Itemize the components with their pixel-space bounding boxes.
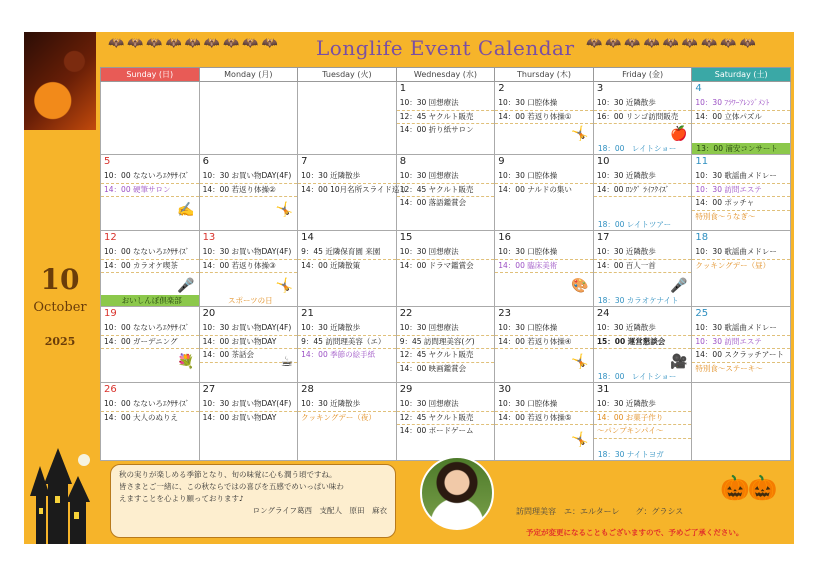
event-item: 14：00 百人一首 — [594, 260, 692, 274]
event-item: 10：00 なないろｴｸｻｻｲｽﾞ — [101, 322, 199, 336]
day-number: 19 — [104, 308, 117, 319]
event-item: 10：30 近隣散歩 — [594, 398, 692, 412]
event-item: 16：00 リンゴ訪問販売 — [594, 111, 692, 125]
footer — [100, 464, 767, 544]
month-number: 10 — [40, 263, 80, 296]
day-cell — [593, 231, 692, 307]
day-number: 26 — [104, 384, 117, 395]
day-cell — [199, 307, 298, 383]
event-item: 10：30 回想療法 — [397, 398, 495, 412]
activity-illustration-icon: 🎨 — [571, 278, 589, 294]
event-item: クッキングデー（昼） — [695, 260, 771, 270]
day-number: 31 — [596, 384, 610, 395]
event-item: 10：30 口腔体操 — [495, 246, 593, 260]
event-item: 10：30 歌謡曲メドレー — [692, 246, 790, 260]
day-cell — [495, 155, 594, 231]
haunted-castle-icon — [26, 436, 96, 544]
event-item: 12：45 ヤクルト販売 — [397, 349, 495, 363]
event-item: 14：00 映画鑑賞会 — [399, 363, 467, 373]
message-line: 皆さまとご一緒に、この秋ならではの喜びを五感でめいっぱい味わ — [119, 482, 344, 491]
event-item: 9：45 訪問理美容（エ） — [298, 336, 396, 350]
event-item: 10：00 なないろｴｸｻｻｲｽﾞ — [101, 170, 199, 184]
day-number: 6 — [202, 156, 209, 167]
day-cell — [692, 82, 791, 155]
event-item: 10：30 口腔体操 — [495, 97, 593, 111]
day-number: 11 — [695, 156, 709, 167]
day-number: 10 — [596, 156, 610, 167]
day-cell — [396, 155, 495, 231]
event-item: 10：00 なないろｴｸｻｻｲｽﾞ — [101, 246, 199, 260]
event-item: 10：30 回想療法 — [397, 322, 495, 336]
calendar-grid — [100, 67, 791, 461]
event-item: 14：00 ポッチャ — [692, 197, 790, 211]
day-cell — [593, 307, 692, 383]
activity-illustration-icon: ☕ — [280, 354, 294, 370]
day-cell — [101, 155, 200, 231]
event-item: 10：30 近隣散歩 — [594, 322, 692, 336]
event-item: 14：00 立体パズル — [692, 111, 790, 125]
day-number: 14 — [301, 232, 314, 243]
event-item: 10：30 近隣散歩 — [594, 246, 692, 260]
day-number: 28 — [301, 384, 314, 395]
evening-event: 18：30 カラオケナイト — [597, 296, 679, 305]
day-number: 2 — [498, 83, 505, 94]
day-number: 18 — [695, 232, 709, 243]
evening-event: 18：00 レイトショー — [597, 372, 677, 381]
month-block — [24, 264, 96, 348]
jack-o-lantern-icon: 🎃🎃 — [720, 474, 776, 502]
event-item: 9：45 近隣保育園 来園 — [298, 246, 396, 260]
activity-illustration-icon: ✍️ — [177, 202, 195, 218]
year: 2025 — [44, 335, 76, 348]
weekday-sunday: Sunday (日) — [101, 68, 200, 82]
day-cell — [396, 82, 495, 155]
activity-illustration-icon: 🎤 — [669, 278, 688, 294]
day-cell — [495, 231, 594, 307]
day-number: 4 — [695, 83, 702, 94]
day-cell — [298, 231, 397, 307]
weekday-saturday: Saturday (土) — [692, 68, 791, 82]
day-cell — [298, 307, 397, 383]
halloween-pumpkin-photo — [24, 32, 96, 130]
page-title: Longlife Event Calendar — [316, 36, 575, 60]
event-item: 10：30 お買い物DAY(4F) — [200, 170, 298, 184]
event-item: 10：30 歌謡曲メドレー — [692, 170, 790, 184]
day-cell — [593, 383, 692, 461]
event-item: 9：45 訪問理美容(グ) — [397, 336, 495, 350]
weekday-monday: Monday (月) — [199, 68, 298, 82]
event-item: 14：00 硬筆サロン — [101, 184, 199, 198]
day-number: 23 — [498, 308, 511, 319]
bat-icon: 🦇🦇🦇🦇🦇🦇🦇🦇🦇 — [108, 36, 281, 51]
activity-illustration-icon: 💐 — [177, 354, 195, 370]
event-item: 15：00 運営懇談会 — [594, 336, 692, 350]
event-item: 14：00 茶話会 — [200, 349, 298, 363]
day-cell — [396, 307, 495, 383]
manager-message — [110, 464, 396, 538]
event-item: 14：00 スクラッチアート — [692, 349, 790, 363]
bat-icon: 🦇🦇🦇🦇🦇🦇🦇🦇🦇 — [586, 36, 759, 51]
day-cell — [495, 383, 594, 461]
empty-day-cell — [101, 82, 200, 155]
header — [96, 32, 794, 66]
event-item: 特別食～うなぎ～ — [695, 211, 756, 221]
day-number: 20 — [202, 308, 216, 319]
event-item: 10：30 口腔体操 — [495, 170, 593, 184]
day-cell — [495, 307, 594, 383]
activity-illustration-icon: 🎥 — [669, 354, 688, 370]
day-cell — [692, 155, 791, 231]
day-number: 13 — [202, 232, 216, 243]
event-item: 12：45 ヤクルト販売 — [397, 184, 495, 198]
day-cell — [298, 383, 397, 461]
event-item: ～パンプキンパイ～ — [594, 425, 692, 439]
day-cell — [101, 231, 200, 307]
day-number: 30 — [498, 384, 511, 395]
event-item: 14：00 ﾛﾝｸﾞ ﾗｲﾌｸｲｽﾞ — [594, 184, 692, 198]
empty-day-cell — [199, 82, 298, 155]
activity-illustration-icon: 🤸 — [571, 432, 589, 448]
empty-day-cell — [692, 383, 791, 461]
evening-event: 18：00 レイトショー — [597, 144, 677, 153]
weekday-thursday: Thursday (木) — [495, 68, 594, 82]
day-cell — [298, 155, 407, 231]
activity-illustration-icon: 🤸 — [275, 278, 294, 294]
event-item: 12：45 ヤクルト販売 — [397, 412, 495, 426]
day-number: 25 — [695, 308, 709, 319]
day-number: 9 — [498, 156, 505, 167]
weekday-friday: Friday (金) — [593, 68, 692, 82]
event-item: 10：30 口腔体操 — [495, 398, 593, 412]
event-item: 10：30 回想療法 — [397, 246, 495, 260]
day-number: 12 — [104, 232, 117, 243]
event-item: 14：00 若返り体操① — [495, 111, 593, 125]
day-cell — [199, 383, 298, 461]
event-item: 14：00 若返り体操⑤ — [495, 412, 593, 426]
day-number: 16 — [498, 232, 511, 243]
event-item: 10：30 ﾌﾗﾜｰｱﾚﾝｼﾞﾒﾝﾄ — [692, 97, 790, 111]
event-item: 14：00 ガーデニング — [101, 336, 199, 350]
day-number: 24 — [596, 308, 610, 319]
message-line: 秋の実りが楽しめる季節となり、旬の味覚に心も潤う頃ですね。 — [119, 470, 337, 479]
event-item: 14：00 お菓子作り — [594, 412, 692, 426]
event-item: 10：30 訪問エステ — [692, 336, 790, 350]
day-cell — [593, 82, 692, 155]
activity-illustration-icon: 🤸 — [275, 202, 294, 218]
event-item: 10：30 近隣散歩 — [298, 398, 396, 412]
day-number: 7 — [301, 156, 308, 167]
message-line: えますことを心より願っております♪ — [119, 494, 244, 503]
day-cell — [593, 155, 692, 231]
activity-illustration-icon: 🎤 — [177, 278, 195, 294]
event-item: 14：00 近隣散策 — [301, 260, 361, 270]
day-cell — [396, 383, 495, 461]
day-cell — [692, 231, 791, 307]
event-item: 10：30 近隣散歩 — [594, 97, 692, 111]
weekday-wednesday: Wednesday (水) — [396, 68, 495, 82]
event-item: 14：00 若返り体操③ — [200, 260, 298, 274]
event-item: 14：00 落語鑑賞会 — [399, 198, 467, 207]
event-item: 10：30 お買い物DAY(4F) — [200, 246, 298, 260]
day-cell — [199, 231, 298, 307]
evening-event: スポーツの日 — [227, 296, 273, 305]
day-number: 5 — [104, 156, 111, 167]
event-item: 10：30 近隣散歩 — [298, 322, 396, 336]
activity-illustration-icon: 🤸 — [571, 354, 589, 370]
day-cell — [101, 383, 200, 461]
day-cell — [692, 307, 791, 383]
event-item: 10：00 なないろｴｸｻｻｲｽﾞ — [101, 398, 199, 412]
message-signature: ロングライフ葛西 支配人 原田 麻衣 — [252, 506, 387, 515]
event-item: 特別食～ステーキ～ — [695, 363, 763, 373]
event-item: 14：00 若返り体操④ — [495, 336, 593, 350]
manager-portrait — [420, 456, 494, 530]
event-item: 14：00 臨床美術 — [495, 260, 593, 274]
day-number: 27 — [202, 384, 216, 395]
day-number: 8 — [399, 156, 407, 167]
event-item: 10：30 近隣散歩 — [298, 170, 396, 184]
day-cell — [199, 155, 298, 231]
event-item: 14：00 若返り体操② — [200, 184, 298, 198]
event-item: 10：30 回想療法 — [397, 170, 495, 184]
event-item: 14：00 お買い物DAY — [202, 412, 277, 422]
day-number: 29 — [399, 384, 413, 395]
event-item: 14：00 お買い物DAY — [200, 336, 298, 350]
evening-event: おいしんぼ倶楽部 — [101, 295, 199, 306]
day-number: 22 — [399, 308, 413, 319]
event-item: 14：00 ナルドの集い — [498, 184, 572, 194]
event-item: 14：00 カラオケ喫茶 — [101, 260, 199, 274]
event-item: 10：30 歌謡曲メドレー — [692, 322, 790, 336]
event-item: 14：00 大人のぬりえ — [104, 412, 178, 422]
event-item: 14：00 ボードゲーム — [399, 426, 474, 435]
change-notice: 予定が変更になることもございますので、予めご了承ください。 — [526, 528, 744, 537]
event-item: 10：30 訪問エステ — [692, 184, 790, 198]
day-number: 17 — [596, 232, 610, 243]
event-item: 10：30 近隣散歩 — [594, 170, 692, 184]
activity-illustration-icon: 🤸 — [571, 126, 589, 142]
event-item: 14：00 季節の絵手紙 — [301, 350, 376, 359]
day-cell — [101, 307, 200, 383]
event-item: 14：00 折り紙サロン — [399, 125, 474, 134]
evening-event: 18：00 レイトツアー — [597, 220, 672, 229]
beauty-note: 訪問理美容 エ：エルターレ グ：グラシス — [516, 507, 684, 516]
day-cell — [495, 82, 594, 155]
activity-illustration-icon: 🍎 — [669, 126, 688, 142]
empty-day-cell — [298, 82, 397, 155]
day-number: 3 — [596, 83, 604, 94]
evening-event: 13：00 浦安コンサート — [692, 143, 790, 154]
month-name: October — [33, 300, 87, 315]
event-item: クッキングデー（夜） — [301, 412, 376, 422]
event-item: 14：00 ドラマ鑑賞会 — [399, 260, 474, 270]
weekday-tuesday: Tuesday (火) — [298, 68, 397, 82]
event-item: 10：30 口腔体操 — [495, 322, 593, 336]
day-number: 15 — [399, 232, 413, 243]
evening-event: 18：30 ナイトヨガ — [597, 450, 664, 459]
event-item: 14：00 10月名所スライド巡り — [301, 184, 407, 194]
day-cell — [396, 231, 495, 307]
event-item: 10：30 お買い物DAY(4F) — [200, 398, 298, 412]
day-number: 21 — [301, 308, 314, 319]
event-item: 10：30 お買い物DAY(4F) — [200, 322, 298, 336]
day-number: 1 — [399, 83, 407, 94]
event-item: 12：45 ヤクルト販売 — [397, 111, 495, 125]
event-item: 10：30 回想療法 — [397, 97, 495, 111]
